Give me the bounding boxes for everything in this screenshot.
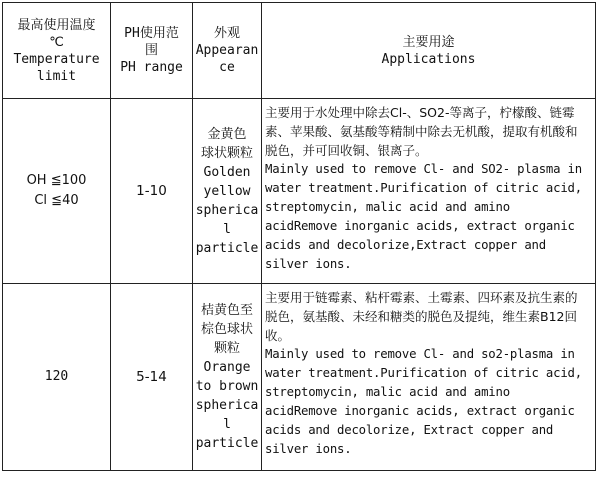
appearance-line: spherica	[195, 202, 259, 218]
header-temp-unit: ℃	[49, 34, 64, 50]
header-appearance-en-2: ce	[219, 60, 235, 75]
temperature-cell	[3, 99, 111, 284]
header-temp-en-2: limit	[36, 68, 77, 84]
header-applications-zh: 主要用途	[402, 34, 455, 50]
temperature-cell	[3, 284, 111, 471]
appearance-line: particle	[195, 240, 259, 256]
applications-en: Mainly used to remove Cl- and so2-plasma in water treatment.Purification of citric acid, streptomycin, malic acid and amino acidRemove inorganic acids, extract organic acids and decolorize, Extract copper and silver ions.	[265, 347, 582, 456]
appearance-line: 球状颗粒	[200, 145, 253, 161]
appearance-line: 棕色球状	[200, 322, 253, 337]
applications-cell	[262, 284, 596, 471]
appearance-cell	[193, 284, 262, 471]
appearance-line: 金黄色	[207, 126, 247, 142]
appearance-line: 桔黄色至	[200, 303, 253, 318]
applications-zh: 主要用于水处理中除去Cl-、SO2-等离子，柠檬酸、链霉素、苹果酸、氨基酸等精制中除去无机酸，提取有机酸和脱色，并可回收铜、银离子。	[265, 105, 578, 158]
ph-range-cell: 1-10	[111, 99, 193, 284]
table-row	[3, 99, 596, 284]
applications-cell	[262, 99, 596, 284]
appearance-line: Golden	[203, 164, 251, 180]
header-ph-range	[111, 3, 193, 99]
appearance-line: yellow	[203, 183, 251, 199]
applications-en: Mainly used to remove Cl- and SO2- plasma in water treatment.Purification of citric acid, streptomycin, malic acid and amino acidRemove inorganic acids, extract organic acids and decolorize,Extract copper and silver ions.	[265, 162, 582, 271]
header-applications-en: Applications	[381, 51, 476, 67]
header-appearance-en-1: Appearan	[195, 43, 259, 58]
header-temperature-limit	[3, 3, 111, 99]
header-temp-en-1: Temperature	[13, 51, 100, 67]
header-appearance	[193, 3, 262, 99]
header-appearance-zh: 外观	[213, 26, 240, 41]
header-row	[3, 3, 596, 99]
header-temp-zh: 最高使用温度	[17, 17, 96, 33]
appearance-line: to brown	[195, 379, 259, 394]
header-ph-zh-2: 围	[144, 43, 158, 58]
header-applications	[262, 3, 596, 99]
appearance-line: l	[223, 221, 231, 237]
appearance-line: particle	[195, 436, 259, 451]
header-ph-en: PH range	[120, 60, 183, 75]
resin-spec-table	[2, 2, 596, 471]
temperature-cl: Cl ≦40	[34, 193, 79, 208]
appearance-line: l	[223, 417, 231, 432]
appearance-line: Orange	[203, 360, 251, 375]
applications-zh: 主要用于链霉素、粘杆霉素、土霉素、四环素及抗生素的脱色，氨基酸、未经和糖类的脱色及提纯，维生素B12回收。	[265, 290, 578, 343]
temperature-oh: OH ≦100	[26, 173, 87, 188]
ph-range-cell: 5-14	[111, 284, 193, 471]
temperature-value: 120	[44, 369, 69, 384]
appearance-cell	[193, 99, 262, 284]
header-ph-zh-1: PH使用范	[124, 26, 179, 41]
appearance-line: 颗粒	[213, 341, 240, 356]
appearance-line: spherica	[195, 398, 259, 413]
table-row	[3, 284, 596, 471]
